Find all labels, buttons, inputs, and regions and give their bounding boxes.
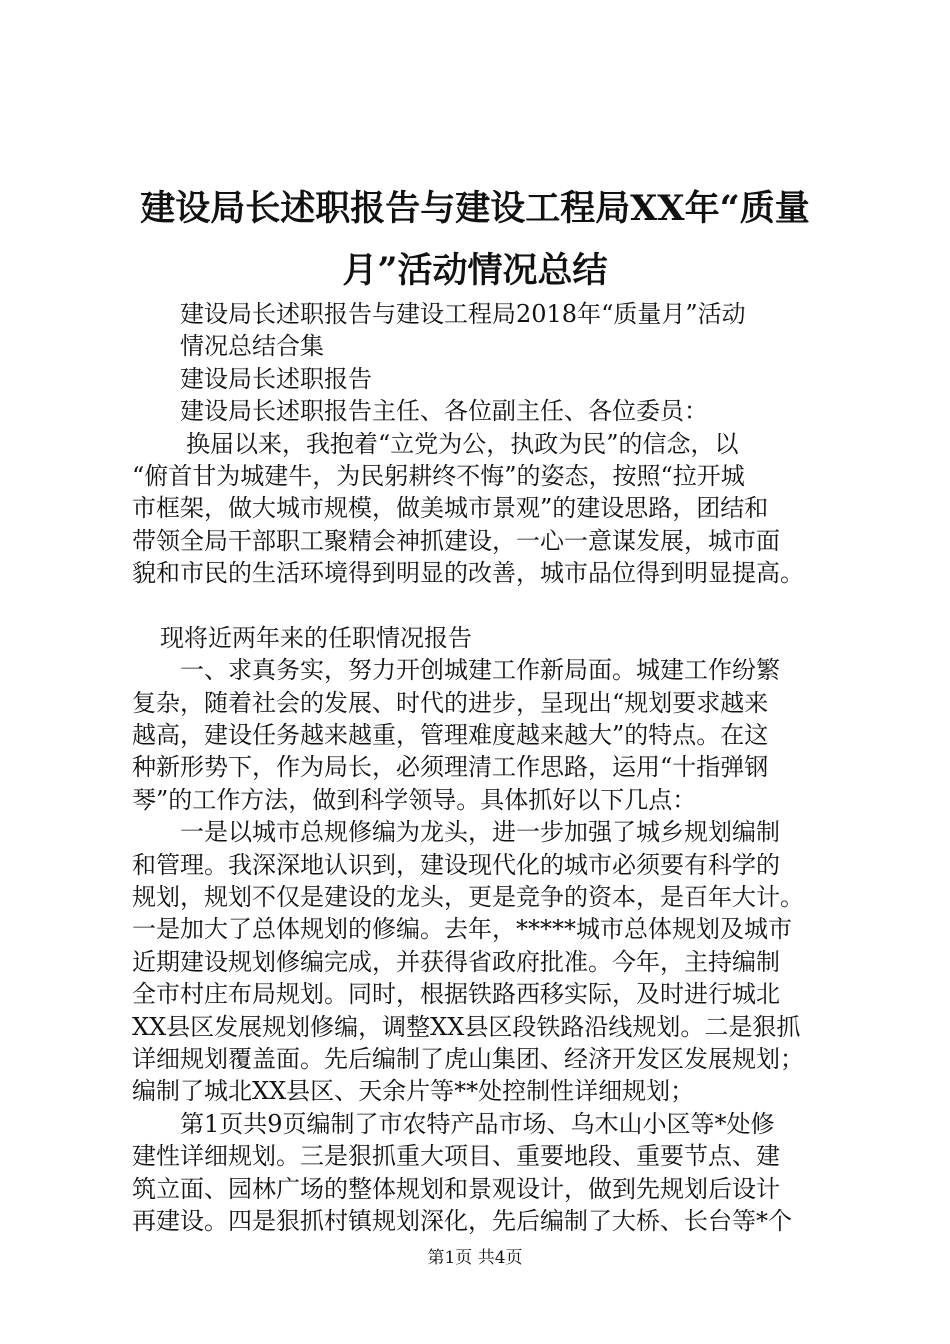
body-line: 一是加大了总体规划的修编。去年，*****城市总体规划及城市 [132, 915, 792, 944]
title-line-1: 建设局长述职报告与建设工程局XX年“质量 [140, 188, 810, 229]
body-line: 市框架，做大城市规模，做美城市景观”的建设思路，团结和 [132, 494, 769, 523]
body-line: 编制了城北XX县区、天余片等**处控制性详细规划； [132, 1077, 695, 1106]
body-line: 种新形势下，作为局长，必须理清工作思路，运用“十指弹钢 [132, 753, 769, 782]
body-line: 建设局长述职报告 [180, 364, 372, 393]
body-line: 全市村庄布局规划。同时，根据铁路西移实际，及时进行城北 [132, 980, 780, 1009]
body-line: 现将近两年来的任职情况报告 [160, 623, 472, 652]
body-line: 第1页共9页编制了市农特产品市场、乌木山小区等*处修 [180, 1109, 775, 1138]
body-line: 琴”的工作方法，做到科学领导。具体抓好以下几点： [132, 785, 697, 814]
title-line-2: 月”活动情况总结 [342, 250, 608, 291]
body-line: 再建设。四是狠抓村镇规划深化，先后编制了大桥、长台等*个 [132, 1206, 792, 1235]
body-line: 一是以城市总规修编为龙头，进一步加强了城乡规划编制 [180, 818, 780, 847]
body-line: 越高，建设任务越来越重，管理难度越来越大”的特点。在这 [132, 721, 769, 750]
body-line: 貌和市民的生活环境得到明显的改善，城市品位得到明显提高。 [132, 559, 804, 588]
body-line: 换届以来，我抱着“立党为公，执政为民”的信念，以 [186, 429, 739, 458]
body-line: 建设局长述职报告主任、各位副主任、各位委员： [180, 397, 708, 426]
body-line: 筑立面、园林广场的整体规划和景观设计，做到先规划后设计 [132, 1174, 780, 1203]
body-line: 一、求真务实，努力开创城建工作新局面。城建工作纷繁 [180, 656, 780, 685]
body-line: 详细规划覆盖面。先后编制了虎山集团、经济开发区发展规划； [132, 1044, 804, 1073]
paragraph-gap [132, 590, 852, 622]
body-line: 建设局长述职报告与建设工程局2018年“质量月”活动 [180, 300, 746, 328]
body-line: 带领全局干部职工聚精会神抓建设，一心一意谋发展，城市面 [132, 526, 780, 555]
body-line: XX县区发展规划修编，调整XX县区段铁路沿线规划。二是狠抓 [132, 1012, 801, 1041]
body-line: 情况总结合集 [180, 332, 324, 361]
body-line: 近期建设规划修编完成，并获得省政府批准。今年，主持编制 [132, 947, 780, 976]
page-footer: 第1页 共4页 [427, 1248, 523, 1268]
body-line: 规划，规划不仅是建设的龙头，更是竞争的资本，是百年大计。 [132, 883, 804, 912]
body-line: 建性详细规划。三是狠抓重大项目、重要地段、重要节点、建 [132, 1142, 780, 1171]
body-line: 和管理。我深深地认识到，建设现代化的城市必须要有科学的 [132, 850, 780, 879]
body-line: 复杂，随着社会的发展、时代的进步，呈现出“规划要求越来 [132, 688, 769, 717]
body-line: “俯首甘为城建牛，为民躬耕终不悔”的姿态，按照“拉开城 [132, 461, 745, 490]
document-title [60, 178, 890, 302]
document-body [132, 298, 852, 1237]
